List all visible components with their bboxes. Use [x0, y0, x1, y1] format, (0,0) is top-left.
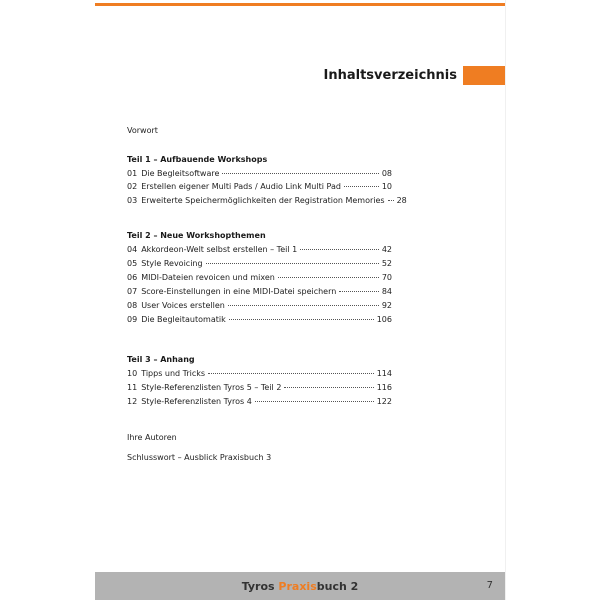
- page: [95, 0, 506, 600]
- dot-leader: [229, 319, 374, 320]
- entry-page: 116: [376, 383, 392, 392]
- entry-number: 10: [127, 369, 138, 378]
- entry-number: 05: [127, 259, 138, 268]
- entry-label: Akkordeon-Welt selbst erstellen – Teil 1: [141, 245, 298, 254]
- toc-entry: [127, 169, 392, 179]
- toc-entry: [127, 287, 392, 297]
- toc-entry: [127, 383, 392, 393]
- entry-page: 122: [376, 397, 392, 406]
- toc-entry: [127, 196, 407, 206]
- dot-leader: [339, 291, 378, 292]
- dot-leader: [206, 263, 379, 264]
- toc-title: Inhaltsverzeichnis: [323, 68, 457, 83]
- entry-number: 07: [127, 287, 138, 296]
- entry-label: User Voices erstellen: [141, 301, 225, 310]
- dot-leader: [300, 249, 379, 250]
- entry-page: 42: [381, 245, 392, 254]
- entry-page: 114: [376, 369, 392, 378]
- dot-leader: [388, 200, 394, 201]
- toc-authors: Ihre Autoren: [127, 433, 177, 442]
- toc-entry: [127, 369, 392, 379]
- entry-label: Score-Einstellungen in eine MIDI-Datei speichern: [141, 287, 337, 296]
- entry-number: 12: [127, 397, 138, 406]
- entry-label: Die Begleitautomatik: [141, 315, 226, 324]
- footer-title-accent: Praxis: [278, 580, 317, 593]
- footer-title-prefix: Tyros: [241, 580, 279, 593]
- toc-entry: [127, 182, 392, 192]
- footer-book-title: [95, 580, 505, 593]
- toc-entry: [127, 397, 392, 407]
- dot-leader: [255, 401, 374, 402]
- entry-label: Style Revoicing: [141, 259, 203, 268]
- entry-label: Tipps und Tricks: [141, 369, 206, 378]
- section-title-2: Teil 2 – Neue Workshopthemen: [127, 231, 266, 240]
- entry-label: Erweiterte Speichermöglichkeiten der Registration Memories: [141, 196, 385, 205]
- entry-number: 04: [127, 245, 138, 254]
- entry-page: 08: [381, 169, 392, 178]
- toc-entry: [127, 273, 392, 283]
- dot-leader: [344, 186, 379, 187]
- footer-bar: [95, 572, 505, 600]
- section-title-1: Teil 1 – Aufbauende Workshops: [127, 155, 268, 164]
- section-title-3: Teil 3 – Anhang: [127, 355, 195, 364]
- entry-number: 08: [127, 301, 138, 310]
- entry-number: 02: [127, 182, 138, 191]
- dot-leader: [228, 305, 379, 306]
- toc-entry: [127, 245, 392, 255]
- entry-label: MIDI-Dateien revoicen und mixen: [141, 273, 275, 282]
- entry-number: 06: [127, 273, 138, 282]
- entry-number: 01: [127, 169, 138, 178]
- toc-preface: Vorwort: [127, 126, 158, 135]
- dot-leader: [222, 173, 378, 174]
- entry-page: 28: [396, 196, 407, 205]
- entry-number: 03: [127, 196, 138, 205]
- entry-label: Die Begleitsoftware: [141, 169, 220, 178]
- heading-accent-block: [463, 66, 505, 85]
- entry-page: 106: [376, 315, 392, 324]
- toc-heading: [320, 66, 505, 85]
- dot-leader: [208, 373, 374, 374]
- toc-entry: [127, 301, 392, 311]
- top-accent-bar: [95, 3, 505, 6]
- toc-entry: [127, 259, 392, 269]
- entry-label: Style-Referenzlisten Tyros 5 – Teil 2: [141, 383, 282, 392]
- toc-closing: Schlusswort – Ausblick Praxisbuch 3: [127, 453, 272, 462]
- entry-page: 84: [381, 287, 392, 296]
- entry-label: Erstellen eigener Multi Pads / Audio Link Multi Pad: [141, 182, 341, 191]
- dot-leader: [284, 387, 373, 388]
- entry-page: 70: [381, 273, 392, 282]
- page-number: 7: [486, 580, 493, 591]
- entry-page: 10: [381, 182, 392, 191]
- footer-title-suffix: buch 2: [316, 580, 359, 593]
- dot-leader: [278, 277, 379, 278]
- entry-label: Style-Referenzlisten Tyros 4: [141, 397, 252, 406]
- entry-page: 92: [381, 301, 392, 310]
- entry-page: 52: [381, 259, 392, 268]
- entry-number: 11: [127, 383, 138, 392]
- toc-entry: [127, 315, 392, 325]
- entry-number: 09: [127, 315, 138, 324]
